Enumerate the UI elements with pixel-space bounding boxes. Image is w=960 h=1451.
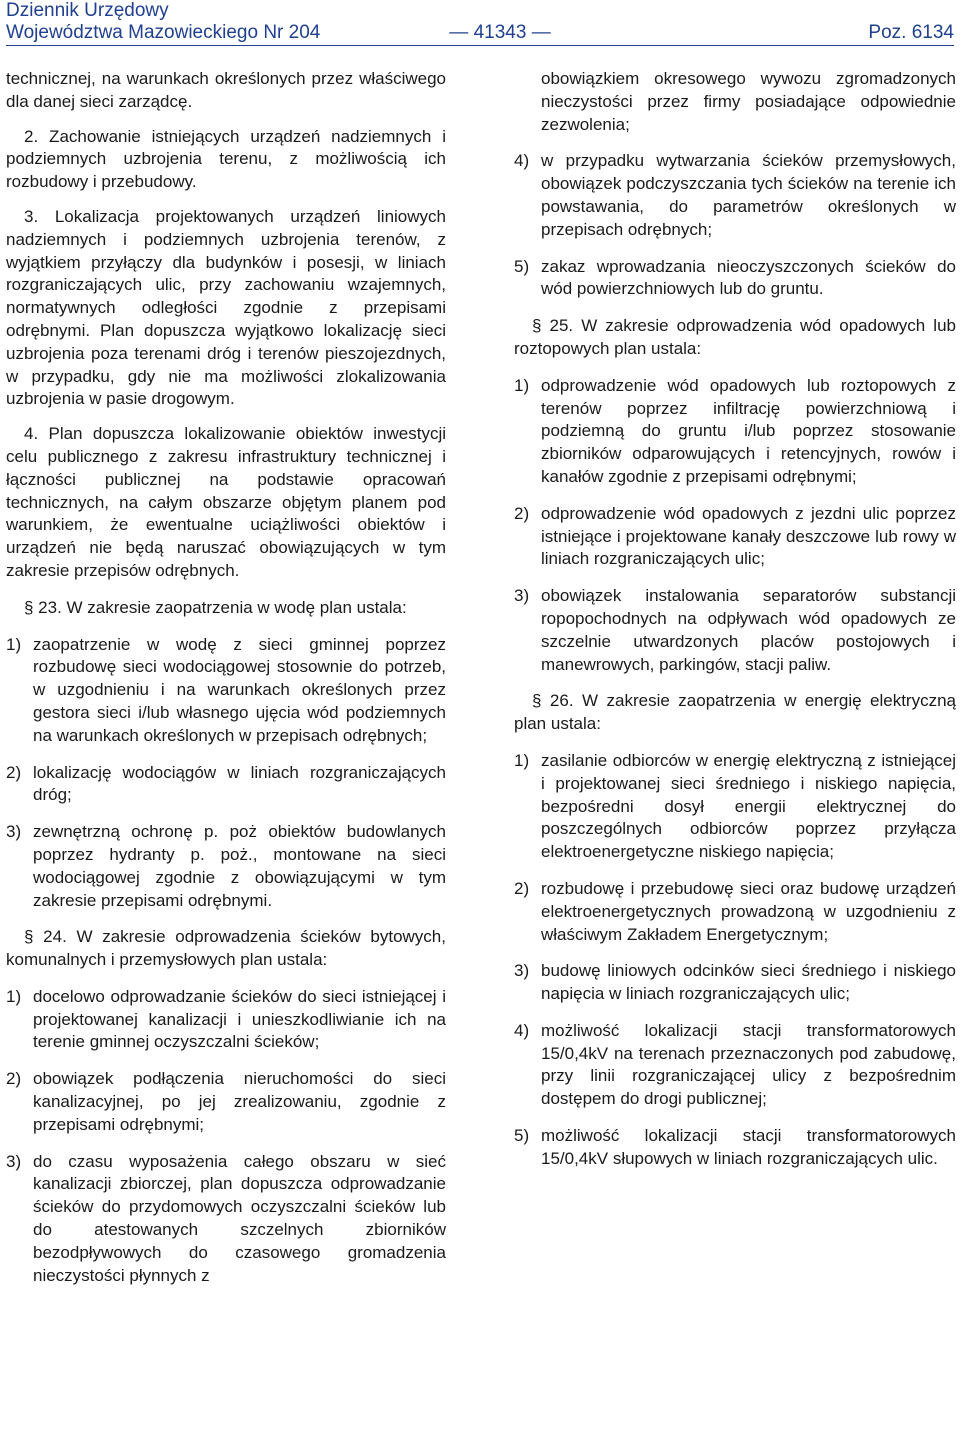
journal-title: Dziennik Urzędowy [6, 0, 169, 21]
list-item: 5) zakaz wprowadzania nieoczyszczonych ścieków do wód powierzchniowych lub do gruntu. [514, 256, 956, 299]
section-26-heading: § 26. W zakresie zaopatrzenia w energię elektryczną plan ustala: [514, 691, 956, 734]
list-item: 1) zasilanie odbiorców w energię elektryczną z istniejącej i projektowanej sieci średniego i niskiego napięcia, bezpośredni dosył energii elektrycznej do poszczególnych odbiorców poprzez przyłącza elektroenergetyczne niskiego napięcia; [514, 750, 956, 862]
page-number: — 41343 — [449, 22, 551, 43]
left-column [6, 68, 446, 1287]
paragraph-2: 2. Zachowanie istniejących urządzeń nadziemnych i podziemnych uzbrojenia terenu, z możliwością ich rozbudowy i przebudowy. [6, 126, 446, 192]
section-23-heading: § 23. W zakresie zaopatrzenia w wodę plan ustala: [24, 597, 407, 617]
section-24-heading: § 24. W zakresie odprowadzenia ścieków bytowych, komunalnych i przemysłowych plan ustala: [6, 927, 446, 970]
list-item-continuation: obowiązkiem okresowego wywozu zgromadzonych nieczystości przez firmy posiadające odpowiednie zezwolenia; [541, 69, 956, 134]
list-item: 4) możliwość lokalizacji stacji transformatorowych 15/0,4kV na terenach przeznaczonych pod zabudowę, przy linii rozgraniczającej ulicy z bezpośrednim dostępem do drogi publicznej; [514, 1020, 956, 1109]
list-item: 3) do czasu wyposażenia całego obszaru w sieć kanalizacji zbiorczej, plan dopuszcza odprowadzanie ścieków do przydomowych oczyszczalni ścieków lub do atestowanych szczelnych zbiorników bezodpływowych do czasowego gromadzenia nieczystości płynnych z [6, 1151, 446, 1285]
list-item: 3) zewnętrzną ochronę p. poż obiektów budowlanych poprzez hydranty p. poż., montowane na sieci wodociągowej zgodnie z obowiązującymi w tym zakresie przepisami odrębnymi. [6, 822, 446, 910]
position-number: Poz. 6134 [868, 22, 954, 43]
list-item: 1) odprowadzenie wód opadowych lub roztopowych z terenów poprzez infiltrację powierzchniową i podziemną do gruntu i/lub poprzez stosowanie zbiorników odparowujących i retencyjnych, rowów i kanałów zgodnie z przepisami odrębnymi; [514, 375, 956, 486]
list-item: 2) odprowadzenie wód opadowych z jezdni ulic poprzez istniejące i projektowane kanały deszczowe lub rowy w liniach rozgraniczających ulic; [514, 503, 956, 569]
voivodeship-issue: Województwa Mazowieckiego Nr 204 [6, 22, 321, 43]
paragraph-3: 3. Lokalizacja projektowanych urządzeń liniowych nadziemnych i podziemnych uzbrojenia terenów, z wyjątkiem przyłączy dla budynków i posesji, w liniach rozgraniczających ulic, przy zachowaniu wzajemnych, normatywnych odległości zgodnie z przepisami odrębnymi. Plan dopuszcza wyjątkowo lokalizację sieci uzbrojenia poza terenami dróg i terenów pieszojezdnych, w przypadku, gdy nie ma możliwości zlokalizowania uzbrojenia w pasie drogowym. [6, 206, 446, 409]
list-item: 3) budowę liniowych odcinków sieci średniego i niskiego napięcia w liniach rozgraniczających ulic; [514, 961, 956, 1004]
list-item: 1) docelowo odprowadzanie ścieków do sieci istniejącej i projektowanej kanalizacji i unieszkodliwianie ich na terenie gminnej oczyszczalni ścieków; [6, 986, 446, 1052]
list-item: 2) rozbudowę i przebudowę sieci oraz budowę urządzeń elektroenergetycznych prowadzoną w uzgodnieniu z właściwym Zakładem Energetycznym; [514, 878, 956, 944]
section-25-heading: § 25. W zakresie odprowadzenia wód opadowych lub roztopowych plan ustala: [514, 316, 956, 358]
list-item: 2) obowiązek podłączenia nieruchomości do sieci kanalizacyjnej, po jej zrealizowaniu, zgodnie z przepisami odrębnymi; [6, 1069, 446, 1134]
list-item: 1) zaopatrzenie w wodę z sieci gminnej poprzez rozbudowę sieci wodociągowej stosownie do potrzeb, w uzgodnieniu i na warunkach określonych przez gestora sieci i/lub własnego ujęcia wód podziemnych na warunkach określonych w przepisach odrębnych; [6, 634, 446, 745]
page-header [0, 0, 960, 46]
list-item: 2) lokalizację wodociągów w liniach rozgraniczających dróg; [6, 762, 446, 805]
intro-paragraph: technicznej, na warunkach określonych przez właściwego dla danej sieci zarządcę. [6, 69, 446, 111]
right-column [514, 68, 956, 1171]
paragraph-4: 4. Plan dopuszcza lokalizowanie obiektów inwestycji celu publicznego z zakresu infrastruktury technicznej i łączności publicznej na podstawie opracowań technicznych, na całym obszarze objętym planem pod warunkiem, że ewentualne uciążliwości obiektów i urządzeń nie będą naruszać obowiązujących w tym zakresie przepisów odrębnych. [6, 424, 446, 580]
list-item: 3) obowiązek instalowania separatorów substancji ropopochodnych na odpływach wód opadowych ze szczelnie utwardzonych placów postojowych i manewrowych, parkingów, stacji paliw. [514, 586, 956, 674]
header-rule [6, 45, 954, 46]
list-item: 4) w przypadku wytwarzania ścieków przemysłowych, obowiązek podczyszczania tych ścieków na terenie ich powstawania, do parametrów określonych w przepisach odrębnych; [514, 151, 956, 239]
list-item: 5) możliwość lokalizacji stacji transformatorowych 15/0,4kV słupowych w liniach rozgraniczających ulic. [514, 1126, 956, 1168]
